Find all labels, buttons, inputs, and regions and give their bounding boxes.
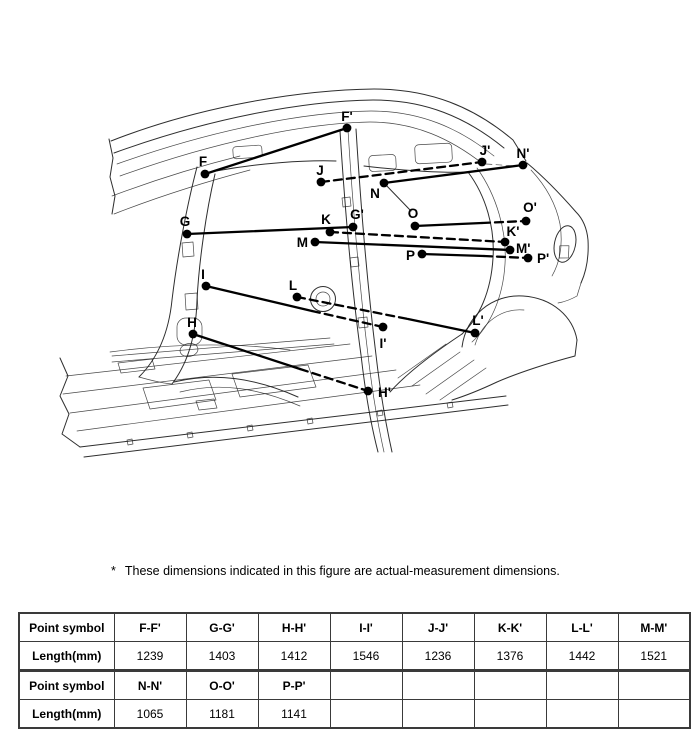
dimensions-table [18,612,691,729]
footnote-text: These dimensions indicated in this figure are actual-measurement dimensions. [124,564,560,578]
point-F-dot [201,170,210,179]
point-Op-label: O' [523,200,537,215]
table-cell [546,671,618,700]
point-Ip-label: I' [379,336,387,351]
table-cell: M-M' [618,613,690,642]
table-row-point-symbol-2 [19,671,690,700]
point-H-label: H [187,315,197,330]
point-Gp-label: G' [350,207,364,222]
measure-N-Np [384,165,523,183]
point-L-dot [293,293,302,302]
point-Hp-dot [364,387,373,396]
table-cell [546,700,618,729]
point-G-label: G [179,214,191,229]
point-Ip-dot [379,323,388,332]
measure-F-Fp [205,128,347,174]
measure-P-Pp [422,254,528,258]
table-cell: O-O' [186,671,258,700]
row-header: Point symbol [19,671,114,700]
footnote [111,564,560,578]
table-cell: 1546 [330,642,402,671]
point-Mp-label: M' [516,241,531,256]
row-header: Length(mm) [19,700,114,729]
point-F-label: F [198,154,208,169]
table-cell: I-I' [330,613,402,642]
point-Np-label: N' [516,146,530,161]
table-cell [402,700,474,729]
table-cell: 1181 [186,700,258,729]
point-Fp-label: F' [341,109,353,124]
point-Lp-label: L' [472,313,484,328]
row-header: Point symbol [19,613,114,642]
table-cell [330,671,402,700]
point-O-dot [411,222,420,231]
point-Pp-label: P' [537,251,550,266]
point-Np-dot [519,161,528,170]
table-cell: F-F' [114,613,186,642]
table-cell: 1412 [258,642,330,671]
point-M-dot [311,238,320,247]
point-Mp-dot [506,246,515,255]
table-cell: G-G' [186,613,258,642]
point-J-label: J [316,163,324,178]
point-labels [180,109,549,400]
table-cell: 1442 [546,642,618,671]
footnote-marker: * [111,564,116,578]
point-P-label: P [405,248,415,263]
point-K-label: K [321,212,331,227]
point-Jp-label: J' [479,143,491,158]
point-L-label: L [288,278,298,293]
table-cell: 1376 [474,642,546,671]
table-cell: N-N' [114,671,186,700]
point-M-label: M [296,235,308,250]
point-Kp-label: K' [506,224,520,239]
table-cell [474,700,546,729]
table-cell [474,671,546,700]
point-G-dot [183,230,192,239]
table-cell: 1065 [114,700,186,729]
point-J-dot [317,178,326,187]
table-cell: H-H' [258,613,330,642]
table-cell: 1141 [258,700,330,729]
measure-H-Hp [193,334,368,391]
point-Gp-dot [349,223,358,232]
point-H-dot [189,330,198,339]
point-I-label: I [201,267,205,282]
point-Fp-dot [343,124,352,133]
table-cell [618,700,690,729]
point-N-dot [380,179,389,188]
table-cell: 1236 [402,642,474,671]
point-N-label: N [370,186,380,201]
point-O-label: O [407,206,419,221]
table-cell: 1403 [186,642,258,671]
table-cell [330,700,402,729]
table-row-length-1 [19,642,690,671]
point-Jp-dot [478,158,487,167]
table-cell: P-P' [258,671,330,700]
table-cell [402,671,474,700]
point-P-dot [418,250,427,259]
point-K-dot [326,228,335,237]
point-Op-dot [522,217,531,226]
car-body-line-art [60,89,588,457]
table-cell [618,671,690,700]
table-cell: J-J' [402,613,474,642]
table-row-point-symbol-1 [19,613,690,642]
table-row-length-2 [19,700,690,729]
point-Hp-label: H' [378,385,391,400]
table-cell: L-L' [546,613,618,642]
table-cell: 1239 [114,642,186,671]
point-Lp-dot [471,329,480,338]
point-I-dot [202,282,211,291]
row-header: Length(mm) [19,642,114,671]
table-cell: K-K' [474,613,546,642]
table-cell: 1521 [618,642,690,671]
